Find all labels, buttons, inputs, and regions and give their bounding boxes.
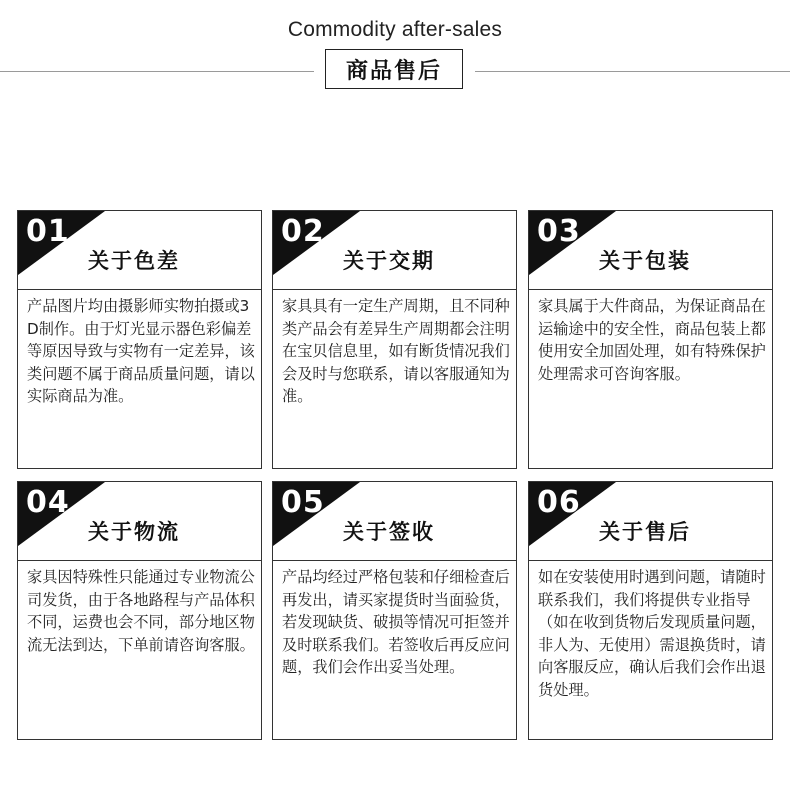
- card-divider: [273, 289, 516, 290]
- card-divider: [529, 289, 772, 290]
- card-body: 家具属于大件商品，为保证商品在运输途中的安全性，商品包装上都使用安全加固处理，如有特殊保护处理需求可咨询客服。: [538, 297, 766, 383]
- card-divider: [18, 560, 261, 561]
- card-number: 05: [281, 485, 325, 520]
- card-divider: [18, 289, 261, 290]
- card-title: 关于签收: [343, 520, 435, 544]
- card-title: 关于交期: [343, 249, 435, 273]
- card-body: 产品图片均由摄影师实物拍摄或3D制作。由于灯光显示器色彩偏差等原因导致与实物有一定差异，该类问题不属于商品质量问题，请以实际商品为准。: [27, 297, 255, 405]
- card-delivery-time: [272, 210, 517, 469]
- card-title: 关于售后: [599, 520, 691, 544]
- card-title: 关于色差: [88, 249, 180, 273]
- card-number: 02: [281, 214, 325, 249]
- card-number: 03: [537, 214, 581, 249]
- card-divider: [273, 560, 516, 561]
- header-line-right: [475, 71, 790, 72]
- card-body: 产品均经过严格包装和仔细检查后再发出，请买家提货时当面验货，若发现缺货、破损等情况可拒签并及时联系我们。若签收后再反应问题，我们会作出妥当处理。: [282, 568, 510, 676]
- card-title: 关于包装: [599, 249, 691, 273]
- card-color-difference: [17, 210, 262, 469]
- card-after-sales: [528, 481, 773, 740]
- card-packaging: [528, 210, 773, 469]
- card-title: 关于物流: [88, 520, 180, 544]
- card-body: 家具具有一定生产周期，且不同种类产品会有差异生产周期都会注明在宝贝信息里，如有断货情况我们会及时与您联系，请以客服通知为准。: [282, 297, 510, 405]
- card-body: 如在安装使用时遇到问题，请随时联系我们，我们将提供专业指导（如在收到货物后发现质量问题，非人为、无使用）需退换货时，请向客服反应，确认后我们会作出退货处理。: [538, 568, 766, 699]
- card-body: 家具因特殊性只能通过专业物流公司发货，由于各地路程与产品体积不同，运费也会不同，部分地区物流无法到达，下单前请咨询客服。: [27, 568, 255, 654]
- header-line-left: [0, 71, 314, 72]
- header-title: 商品售后: [345, 58, 442, 84]
- header-subtitle: Commodity after-sales: [287, 18, 503, 41]
- card-number: 04: [26, 485, 70, 520]
- card-signing: [272, 481, 517, 740]
- card-divider: [529, 560, 772, 561]
- card-logistics: [17, 481, 262, 740]
- card-number: 06: [537, 485, 581, 520]
- header-title-box: [325, 49, 463, 89]
- card-number: 01: [26, 214, 70, 249]
